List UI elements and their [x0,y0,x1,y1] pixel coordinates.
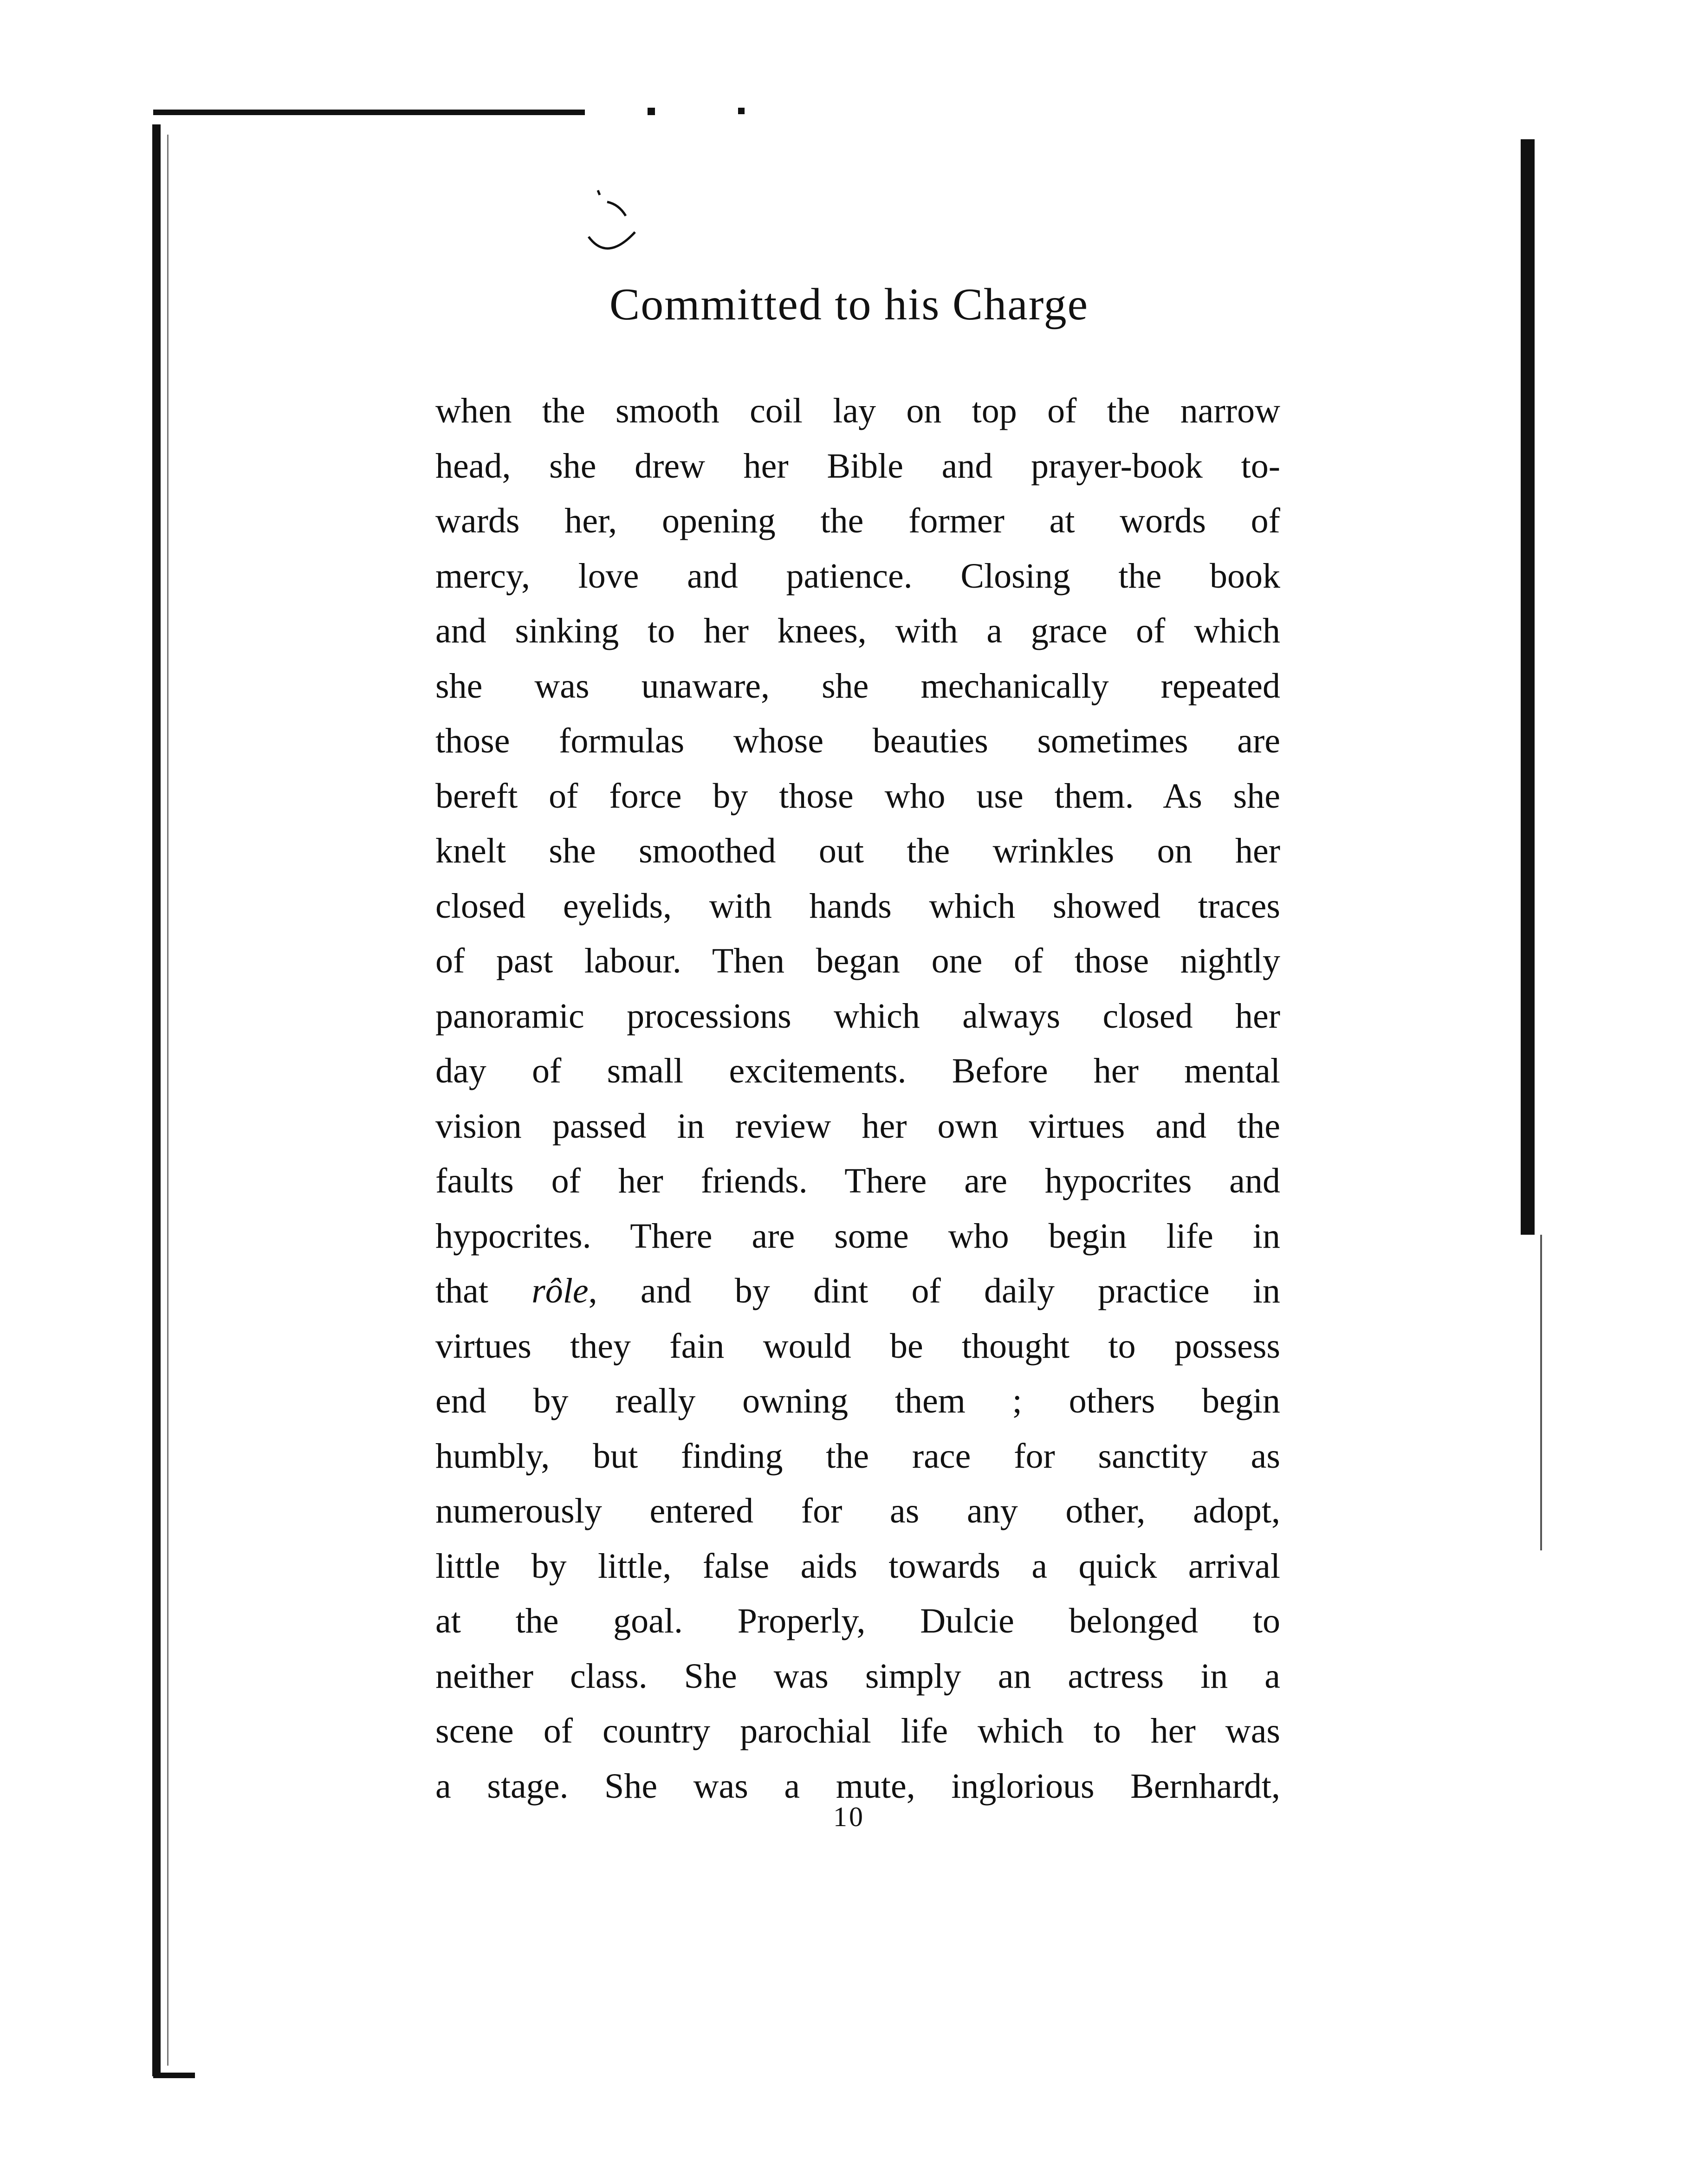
text-line: those formulas whose beauties sometimes are [435,721,1280,760]
text-line: faults of her friends. There are hypocrites and [435,1161,1280,1200]
text-line: day of small excitements. Before her mental [435,1051,1280,1090]
text-line: humbly, but finding the race for sanctity as [435,1436,1280,1476]
text-line: a stage. She was a mute, inglorious Bernhardt, [435,1766,1280,1806]
scan-speck [738,108,745,114]
text-line: bereft of force by those who use them. As she [435,776,1280,816]
page-number: 10 [833,1802,865,1832]
text-line: knelt she smoothed out the wrinkles on her [435,831,1280,870]
text-line: that rôle, and by dint of daily practice in [435,1271,1280,1310]
text-line: when the smooth coil lay on top of the narrow [435,391,1280,430]
text-line: closed eyelids, with hands which showed traces [435,886,1280,926]
text-line: neither class. She was simply an actress in a [435,1656,1280,1696]
scan-speck [648,108,655,115]
text-line: scene of country parochial life which to her was [435,1711,1280,1750]
scan-border-left-inner [167,135,169,2066]
text-line: of past labour. Then began one of those nightly [435,941,1280,980]
running-head: Committed to his Charge [609,279,1089,330]
text-line: vision passed in review her own virtues and the [435,1106,1280,1146]
text-line: mercy, love and patience. Closing the book [435,556,1280,596]
text-line: virtues they fain would be thought to possess [435,1326,1280,1366]
text-line: end by really owning them ; others begin [435,1381,1280,1420]
ornament-icon [579,176,654,269]
text-line: she was unaware, she mechanically repeated [435,666,1280,706]
scan-border-left [152,124,161,2076]
body-text [435,383,1280,1814]
text-line: and sinking to her knees, with a grace of which [435,611,1280,650]
text-line: at the goal. Properly, Dulcie belonged to [435,1601,1280,1640]
text-line: hypocrites. There are some who begin life in [435,1216,1280,1256]
scan-border-right-lower [1540,1235,1542,1550]
text-line: head, she drew her Bible and prayer-book to- [435,446,1280,486]
scan-border-bottom [153,2073,195,2078]
text-line: panoramic processions which always closed her [435,996,1280,1036]
scan-border-top [153,110,585,115]
text-line: numerously entered for as any other, adopt, [435,1491,1280,1530]
text-line: wards her, opening the former at words of [435,501,1280,540]
text-line: little by little, false aids towards a quick arrival [435,1546,1280,1586]
